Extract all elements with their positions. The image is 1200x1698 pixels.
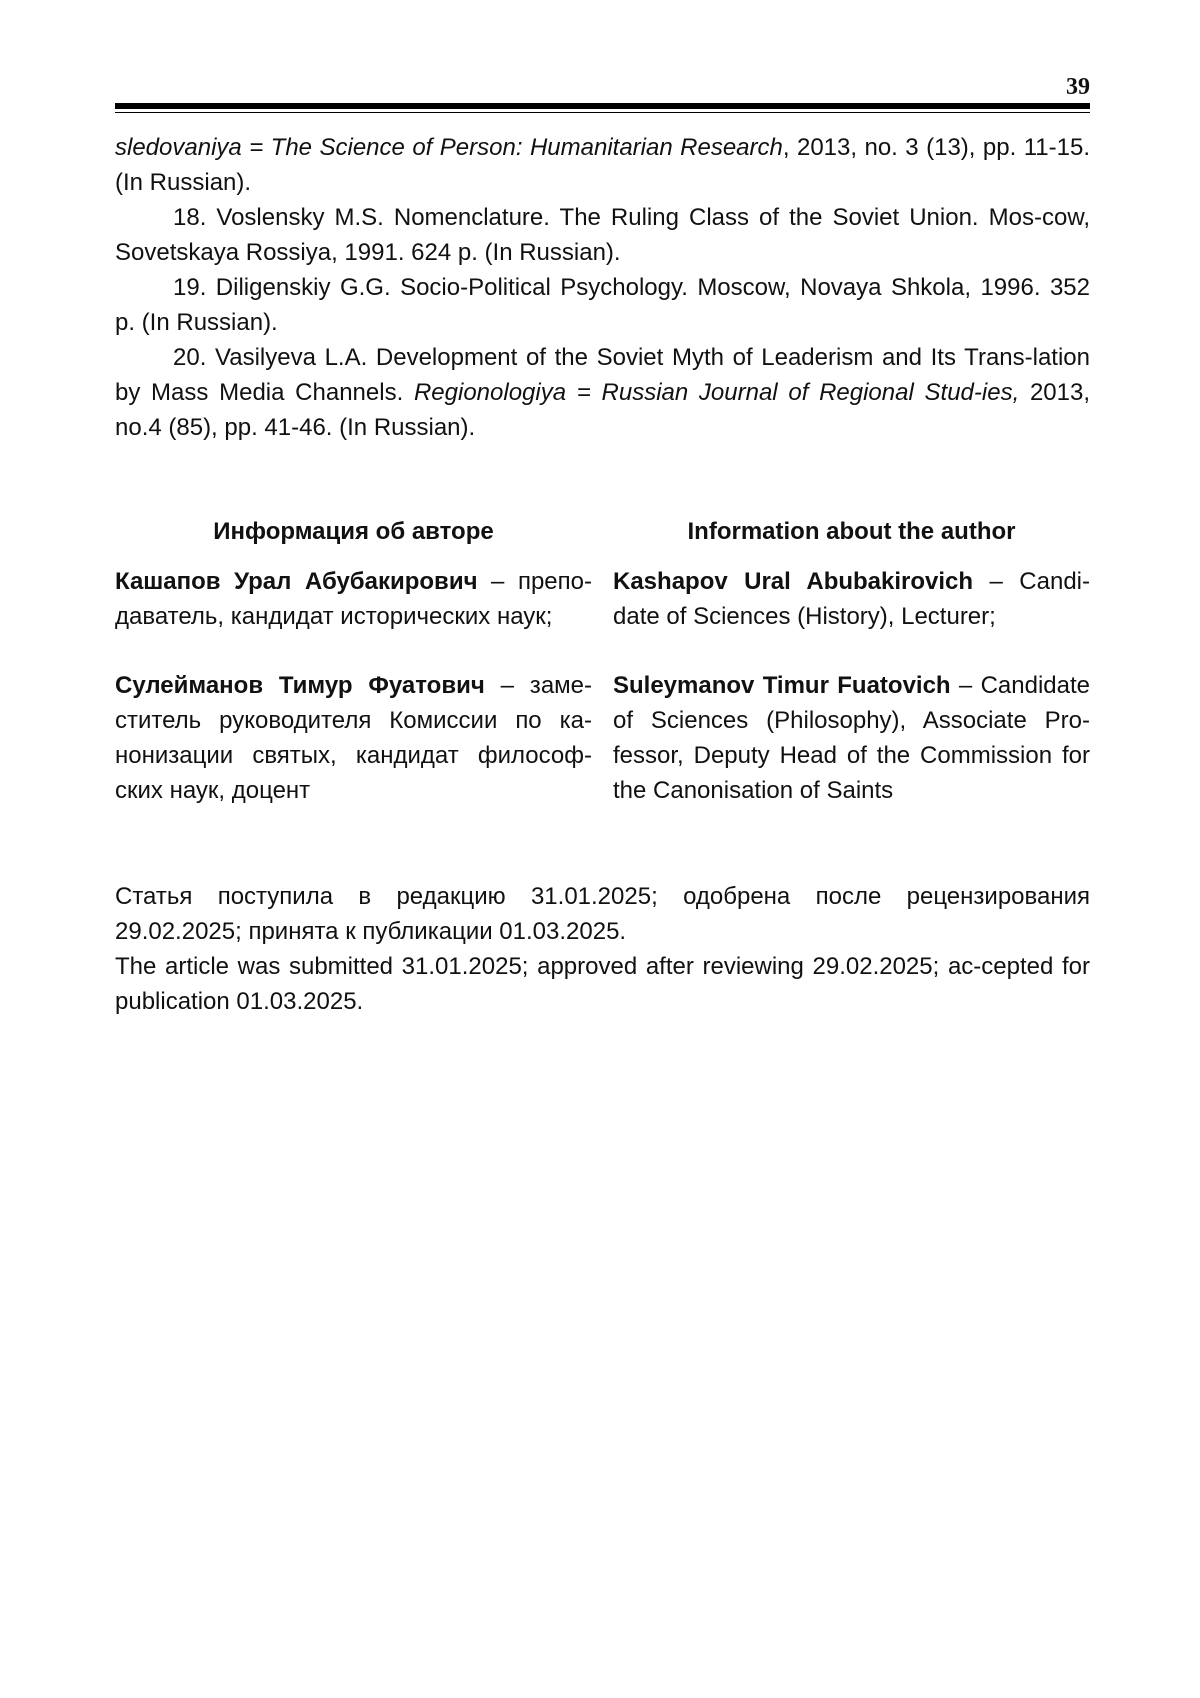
author-2-name-en: Suleymanov Timur Fuatovich xyxy=(613,672,951,699)
author-1-name-ru: Кашапов Урал Абубакирович xyxy=(115,568,478,595)
reference-20-journal: Regionologiya = Russian Journal of Regional Stud-ies, xyxy=(413,379,1020,406)
page-number: 39 xyxy=(1066,74,1090,100)
submission-dates xyxy=(115,879,1090,1019)
author-heading-en: Information about the author xyxy=(687,518,1016,545)
author-1-ru xyxy=(115,564,592,634)
author-1-en xyxy=(613,564,1090,634)
submission-dates-en: The article was submitted 31.01.2025; approved after reviewing 29.02.2025; ac-cepted for publication 01.03.2025. xyxy=(115,953,1090,1015)
author-information xyxy=(115,514,1090,808)
reference-20-title: 20. Vasilyeva L.A. Development of the Soviet Myth of Leaderism and Its Trans-lation by Mass Media Channels. xyxy=(115,344,1090,406)
author-heading-ru: Информация об авторе xyxy=(213,518,494,545)
submission-dates-ru: Статья поступила в редакцию 31.01.2025; одобрена после рецензирования 29.02.2025; принята к публикации 01.03.2025. xyxy=(115,883,1090,945)
reference-18: 18. Voslensky M.S. Nomenclature. The Ruling Class of the Soviet Union. Mos-cow, Sovetskaya Rossiya, 1991. 624 p. (In Russian). xyxy=(115,204,1090,266)
reference-17-details: , 2013, no. 3 (13), pp. 11-15. (In Russian). xyxy=(115,134,1090,196)
author-1-name-en: Kashapov Ural Abubakirovich xyxy=(613,568,974,595)
reference-list xyxy=(115,130,1090,445)
author-1-desc-en: – Candi-date of Sciences (History), Lecturer; xyxy=(613,568,1090,630)
reference-19: 19. Diligenskiy G.G. Socio-Political Psychology. Moscow, Novaya Shkola, 1996. 352 p. (In Russian). xyxy=(115,274,1090,336)
author-2-desc-en: – Candidate of Sciences (Philosophy), Associate Pro-fessor, Deputy Head of the Commission for the Canonisation of Saints xyxy=(613,672,1090,804)
author-2-ru xyxy=(115,668,592,808)
reference-17-journal: sledovaniya = The Science of Person: Humanitarian Research xyxy=(115,134,783,161)
author-2-en xyxy=(613,668,1090,808)
header-rule-thick xyxy=(115,103,1090,109)
reference-17-continued xyxy=(115,130,1090,200)
author-2-name-ru: Сулейманов Тимур Фуатович xyxy=(115,672,485,699)
author-1-desc-ru: – препо-даватель, кандидат исторических наук; xyxy=(115,568,592,630)
reference-20-details: 2013, no.4 (85), pp. 41-46. (In Russian). xyxy=(115,379,1091,441)
header-rule-thin xyxy=(115,112,1090,113)
reference-20 xyxy=(115,340,1090,445)
author-2-desc-ru: – заме-ститель руководителя Комиссии по ка-нонизации святых, кандидат философ-ских наук, доцент xyxy=(115,672,592,804)
